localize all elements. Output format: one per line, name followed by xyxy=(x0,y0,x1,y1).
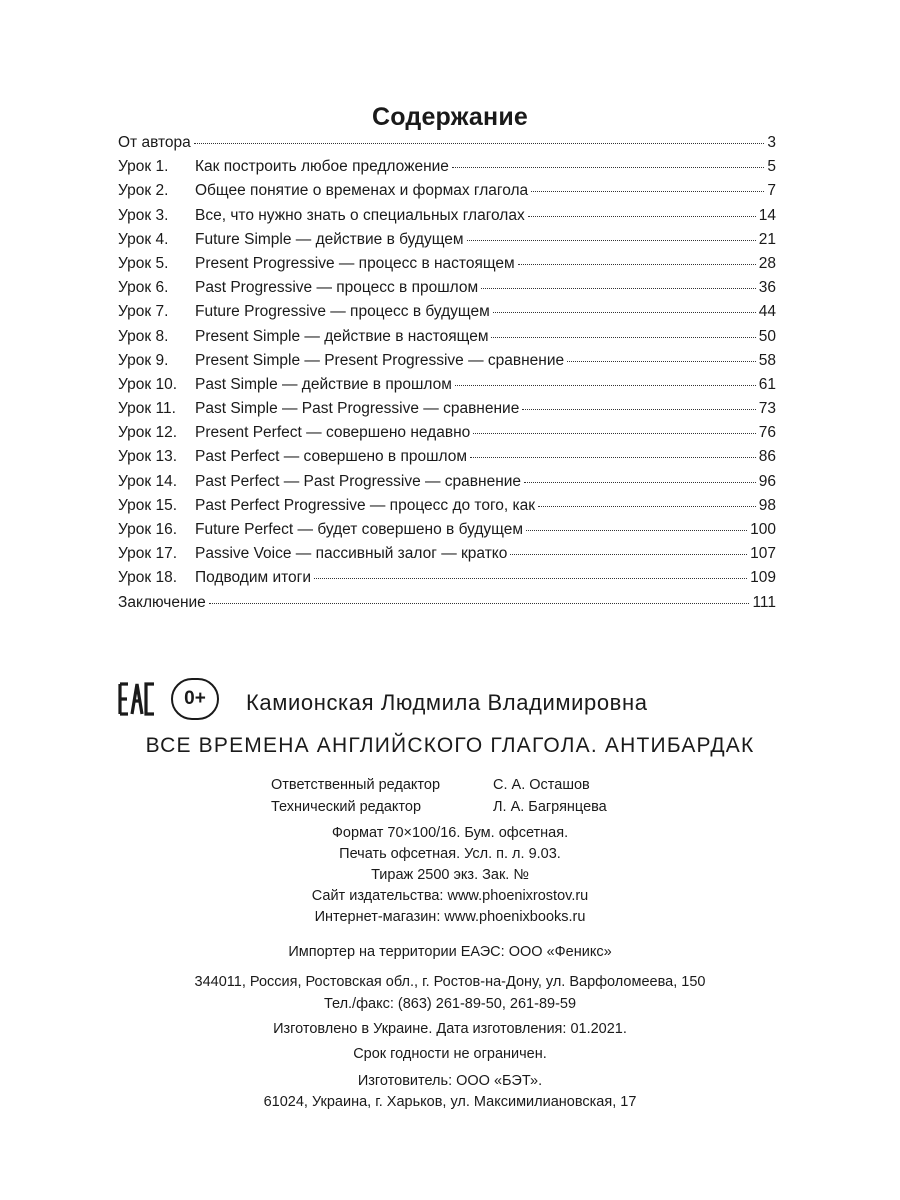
toc-entry[interactable] xyxy=(118,352,776,376)
credit-role: Ответственный редактор xyxy=(271,777,441,793)
toc-entry-lesson: Урок 1. xyxy=(118,158,169,176)
toc-entry[interactable] xyxy=(118,400,776,424)
dot-leader xyxy=(455,385,756,386)
toc-entry-title: Present Perfect — совершено недавно xyxy=(195,424,471,442)
toc-entry-page: 44 xyxy=(758,303,776,321)
dot-leader xyxy=(452,167,764,168)
dot-leader xyxy=(493,312,756,313)
toc-entry-title: Present Progressive — процесс в настоящем xyxy=(195,254,515,272)
credit-role: Технический редактор xyxy=(271,799,422,815)
toc-entry-page: 76 xyxy=(758,424,776,442)
toc-entry-title: Past Simple — Past Progressive — сравнение xyxy=(195,400,520,418)
toc-entry-lesson: Урок 16. xyxy=(118,521,178,538)
toc-entry-lesson: Урок 9. xyxy=(118,351,169,369)
toc-entry-title: От автора xyxy=(118,134,191,151)
toc-entry-lesson: Урок 13. xyxy=(118,448,178,466)
toc-entry[interactable] xyxy=(118,569,776,593)
toc-entry-page: 107 xyxy=(750,545,776,563)
manufacturer-address: 61024, Украина, г. Харьков, ул. Максимилиановская, 17 xyxy=(263,1094,637,1110)
toc-entry[interactable] xyxy=(118,545,776,569)
toc-entry-title: Past Simple — действие в прошлом xyxy=(195,375,452,393)
toc-entry-lesson: Урок 6. xyxy=(118,279,169,297)
toc-entry[interactable] xyxy=(118,303,776,327)
toc-entry-page: 58 xyxy=(758,351,776,369)
toc-entry-page: 100 xyxy=(750,521,776,538)
toc-entry[interactable] xyxy=(118,473,776,497)
page-title: Содержание xyxy=(371,102,529,131)
toc-entry-title: Общее понятие о временах и формах глагола xyxy=(195,182,529,200)
dot-leader xyxy=(524,482,756,483)
toc-entry[interactable] xyxy=(118,376,776,400)
toc-entry[interactable] xyxy=(118,134,776,158)
toc-entry-page: 98 xyxy=(758,496,776,514)
toc-entry-title: Passive Voice — пассивный залог — кратко xyxy=(195,545,508,563)
toc-entry[interactable] xyxy=(118,497,776,521)
dot-leader xyxy=(538,506,756,507)
toc-entry[interactable] xyxy=(118,255,776,279)
toc-entry-lesson: Урок 2. xyxy=(118,182,169,200)
toc-entry[interactable] xyxy=(118,158,776,182)
toc-entry-lesson: Урок 10. xyxy=(118,375,178,393)
toc-entry-page: 21 xyxy=(758,230,776,248)
dot-leader xyxy=(526,530,747,531)
toc-entry-page: 96 xyxy=(758,472,776,490)
phone-line: Тел./факс: (863) 261-89-50, 261-89-59 xyxy=(323,996,577,1012)
toc-entry[interactable] xyxy=(118,182,776,206)
toc-entry-lesson: Урок 4. xyxy=(118,230,169,248)
toc-entry-title: Past Perfect — совершено в прошлом xyxy=(195,448,468,466)
toc-entry-lesson: Урок 17. xyxy=(118,545,178,563)
toc-entry-title: Все, что нужно знать о специальных глаголах xyxy=(195,206,525,224)
toc-entry-page: 7 xyxy=(767,182,776,200)
toc-entry-page: 5 xyxy=(767,158,776,176)
toc-entry-lesson: Урок 11. xyxy=(118,400,176,418)
toc-entry[interactable] xyxy=(118,279,776,303)
dot-leader xyxy=(522,409,755,410)
toc-entry-page: 36 xyxy=(758,279,776,297)
manufacture-date-line: Изготовлено в Украине. Дата изготовления: 01.2021. xyxy=(273,1021,627,1037)
importer-line: Импортер на территории ЕАЭС: ООО «Феникс» xyxy=(288,944,612,960)
toc-entry-title: Future Perfect — будет совершено в будущем xyxy=(195,521,523,538)
table-of-contents xyxy=(118,134,776,618)
book-author: Камионская Людмила Владимировна xyxy=(246,690,648,715)
toc-entry[interactable] xyxy=(118,424,776,448)
eac-conformity-icon xyxy=(118,681,156,717)
toc-entry-lesson: Урок 8. xyxy=(118,327,169,345)
credit-row xyxy=(271,774,607,796)
toc-entry-lesson: Урок 7. xyxy=(118,303,169,321)
toc-entry[interactable] xyxy=(118,448,776,472)
dot-leader xyxy=(314,578,747,579)
print-specifications xyxy=(0,823,900,886)
toc-entry-page: 111 xyxy=(752,593,776,611)
toc-entry-lesson: Урок 14. xyxy=(118,472,178,490)
dot-leader xyxy=(467,240,756,241)
credit-person: С. А. Осташов xyxy=(493,777,590,793)
toc-entry-page: 109 xyxy=(750,569,776,587)
toc-entry-lesson: Урок 3. xyxy=(118,206,169,224)
toc-entry-title: Present Simple — действие в настоящем xyxy=(195,327,489,345)
importer-address: 344011, Россия, Ростовская обл., г. Ростов-на-Дону, ул. Варфоломеева, 150 xyxy=(194,974,706,990)
toc-entry-title: Подводим итоги xyxy=(195,569,311,587)
editor-credits xyxy=(271,774,607,818)
toc-entry-page: 28 xyxy=(758,254,776,272)
credit-person: Л. А. Багрянцева xyxy=(493,799,607,815)
toc-entry-title: Past Progressive — процесс в прошлом xyxy=(195,279,479,297)
dot-leader xyxy=(518,264,756,265)
toc-entry[interactable] xyxy=(118,328,776,352)
toc-entry[interactable] xyxy=(118,594,776,618)
toc-entry[interactable] xyxy=(118,521,776,545)
toc-entry-title: Заключение xyxy=(118,593,206,611)
toc-entry-page: 86 xyxy=(758,448,776,466)
toc-entry-lesson: Урок 15. xyxy=(118,496,178,514)
manufacturer-line: Изготовитель: ООО «БЭТ». xyxy=(357,1073,543,1089)
credit-row xyxy=(271,796,607,818)
toc-entry-page: 50 xyxy=(758,327,776,345)
toc-entry-page: 73 xyxy=(758,400,776,418)
dot-leader xyxy=(473,433,756,434)
toc-entry-title: Как построить любое предложение xyxy=(195,158,449,176)
toc-entry-page: 3 xyxy=(767,134,776,151)
dot-leader xyxy=(470,457,756,458)
dot-leader xyxy=(528,216,756,217)
toc-entry-lesson: Урок 12. xyxy=(118,424,178,442)
toc-entry-title: Present Simple — Present Progressive — сравнение xyxy=(195,351,565,369)
toc-entry-lesson: Урок 18. xyxy=(118,569,178,587)
age-rating-badge: 0+ xyxy=(171,678,219,720)
toc-entry-page: 61 xyxy=(758,375,776,393)
toc-entry-title: Future Simple — действие в будущем xyxy=(195,230,464,248)
toc-entry-page: 14 xyxy=(758,206,776,224)
dot-leader xyxy=(510,554,747,555)
publisher-websites xyxy=(0,886,900,928)
website-line[interactable]: Интернет-магазин: www.phoenixbooks.ru xyxy=(314,909,586,925)
dot-leader xyxy=(531,191,764,192)
toc-entry[interactable] xyxy=(118,207,776,231)
dot-leader xyxy=(194,143,765,144)
dot-leader xyxy=(209,603,750,604)
toc-entry-lesson: Урок 5. xyxy=(118,254,169,272)
print-spec-line: Формат 70×100/16. Бум. офсетная. xyxy=(331,825,569,841)
website-line[interactable]: Сайт издательства: www.phoenixrostov.ru xyxy=(311,888,589,904)
shelf-life-line: Срок годности не ограничен. xyxy=(353,1046,547,1062)
toc-entry-title: Future Progressive — процесс в будущем xyxy=(195,303,490,321)
print-spec-line: Печать офсетная. Усл. п. л. 9.03. xyxy=(339,846,561,862)
toc-entry-title: Past Perfect — Past Progressive — сравнение xyxy=(195,472,522,490)
toc-entry-title: Past Perfect Progressive — процесс до того, как xyxy=(195,496,536,514)
book-title: ВСЕ ВРЕМЕНА АНГЛИЙСКОГО ГЛАГОЛА. АНТИБАРДАК xyxy=(145,734,755,757)
toc-entry[interactable] xyxy=(118,231,776,255)
dot-leader xyxy=(491,337,755,338)
print-spec-line: Тираж 2500 экз. Зак. № xyxy=(371,867,529,883)
dot-leader xyxy=(481,288,756,289)
dot-leader xyxy=(567,361,756,362)
